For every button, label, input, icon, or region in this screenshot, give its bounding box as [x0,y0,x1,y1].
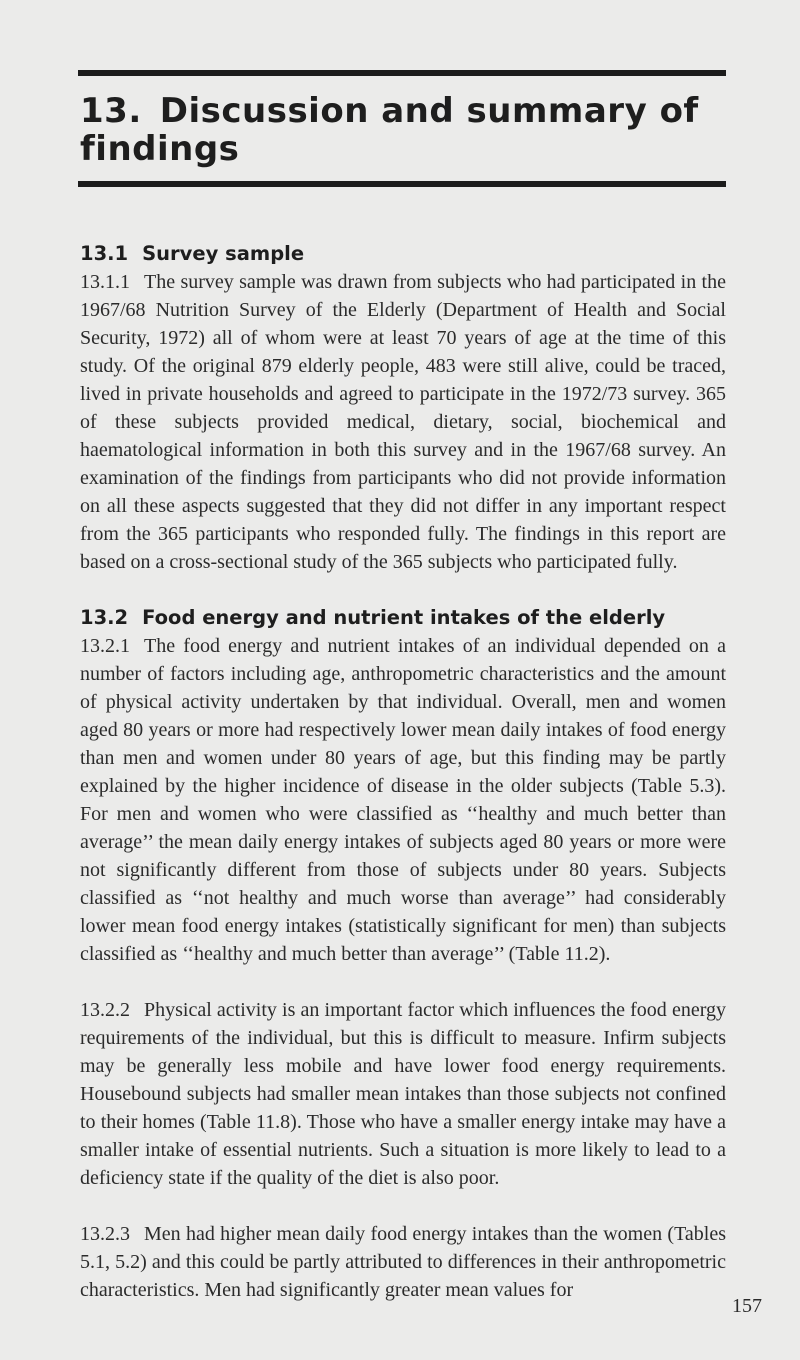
section-heading-13-1 [80,240,726,268]
paragraph-number: 13.2.3 [80,1223,130,1245]
chapter-title-text: Discussion and summary of findings [80,91,699,169]
section-number: 13.2 [80,606,129,629]
paragraph-number: 13.2.1 [80,635,130,657]
paragraph-text: Men had higher mean daily food energy intakes than the women (Tables 5.1, 5.2) and this could be partly attributed to differences in their anthropometric characteristics. Men had significantly greater mean values for [80,1223,726,1301]
spacer [80,968,726,996]
spacer [80,1192,726,1220]
spacer [80,576,726,604]
section-heading-text: Survey sample [142,242,305,265]
paragraph-13-2-2 [80,996,726,1192]
paragraph-text: Physical activity is an important factor which influences the food energy requirements of the individual, but this is difficult to measure. Infirm subjects may be generally less mobile and have lower food energy requirements. Housebound subjects had smaller mean intakes than those subjects not confined to their homes (Table 11.8). Those who have a smaller energy intake may have a smaller intake of essential nutrients. Such a situation is more likely to lead to a deficiency state if the quality of the diet is also poor. [80,999,726,1189]
bottom-rule [78,181,726,187]
paragraph-13-2-1 [80,632,726,968]
top-rule [78,70,726,76]
page-body [80,240,726,1304]
paragraph-13-1-1 [80,268,726,576]
paragraph-number: 13.1.1 [80,271,130,293]
section-heading-text: Food energy and nutrient intakes of the elderly [142,606,666,629]
paragraph-text: The survey sample was drawn from subjects who had participated in the 1967/68 Nutrition Survey of the Elderly (Department of Health and Social Security, 1972) all of whom were at least 70 years of age at the time of this study. Of the original 879 elderly people, 483 were still alive, could be traced, lived in private households and agreed to participate in the 1972/73 survey. 365 of these subjects provided medical, dietary, social, biochemical and haematological information in both this survey and in the 1967/68 survey. An examination of the findings from participants who did not provide information on all these aspects suggested that they did not differ in any important respect from the 365 participants who responded fully. The findings in this report are based on a cross-sectional study of the 365 subjects who participated fully. [80,271,726,573]
paragraph-number: 13.2.2 [80,999,130,1021]
chapter-number: 13. [80,91,142,131]
paragraph-text: The food energy and nutrient intakes of an individual depended on a number of factors including age, anthropometric characteristics and the amount of physical activity undertaken by that individual. Overall, men and women aged 80 years or more had respectively lower mean daily intakes of food energy than men and women under 80 years of age, but this finding may be partly explained by the higher incidence of disease in the older subjects (Table 5.3). For men and women who were classified as ‘‘healthy and much better than average’’ the mean daily energy intakes of subjects aged 80 years or more were not significantly different from those of subjects under 80 years. Subjects classified as ‘‘not healthy and much worse than average’’ had considerably lower mean food energy intakes (statistically significant for men) than subjects classified as ‘‘healthy and much better than average’’ (Table 11.2). [80,635,726,965]
page-number: 157 [732,1295,762,1317]
chapter-title [80,92,720,168]
section-heading-13-2 [80,604,726,632]
section-number: 13.1 [80,242,129,265]
paragraph-13-2-3 [80,1220,726,1304]
